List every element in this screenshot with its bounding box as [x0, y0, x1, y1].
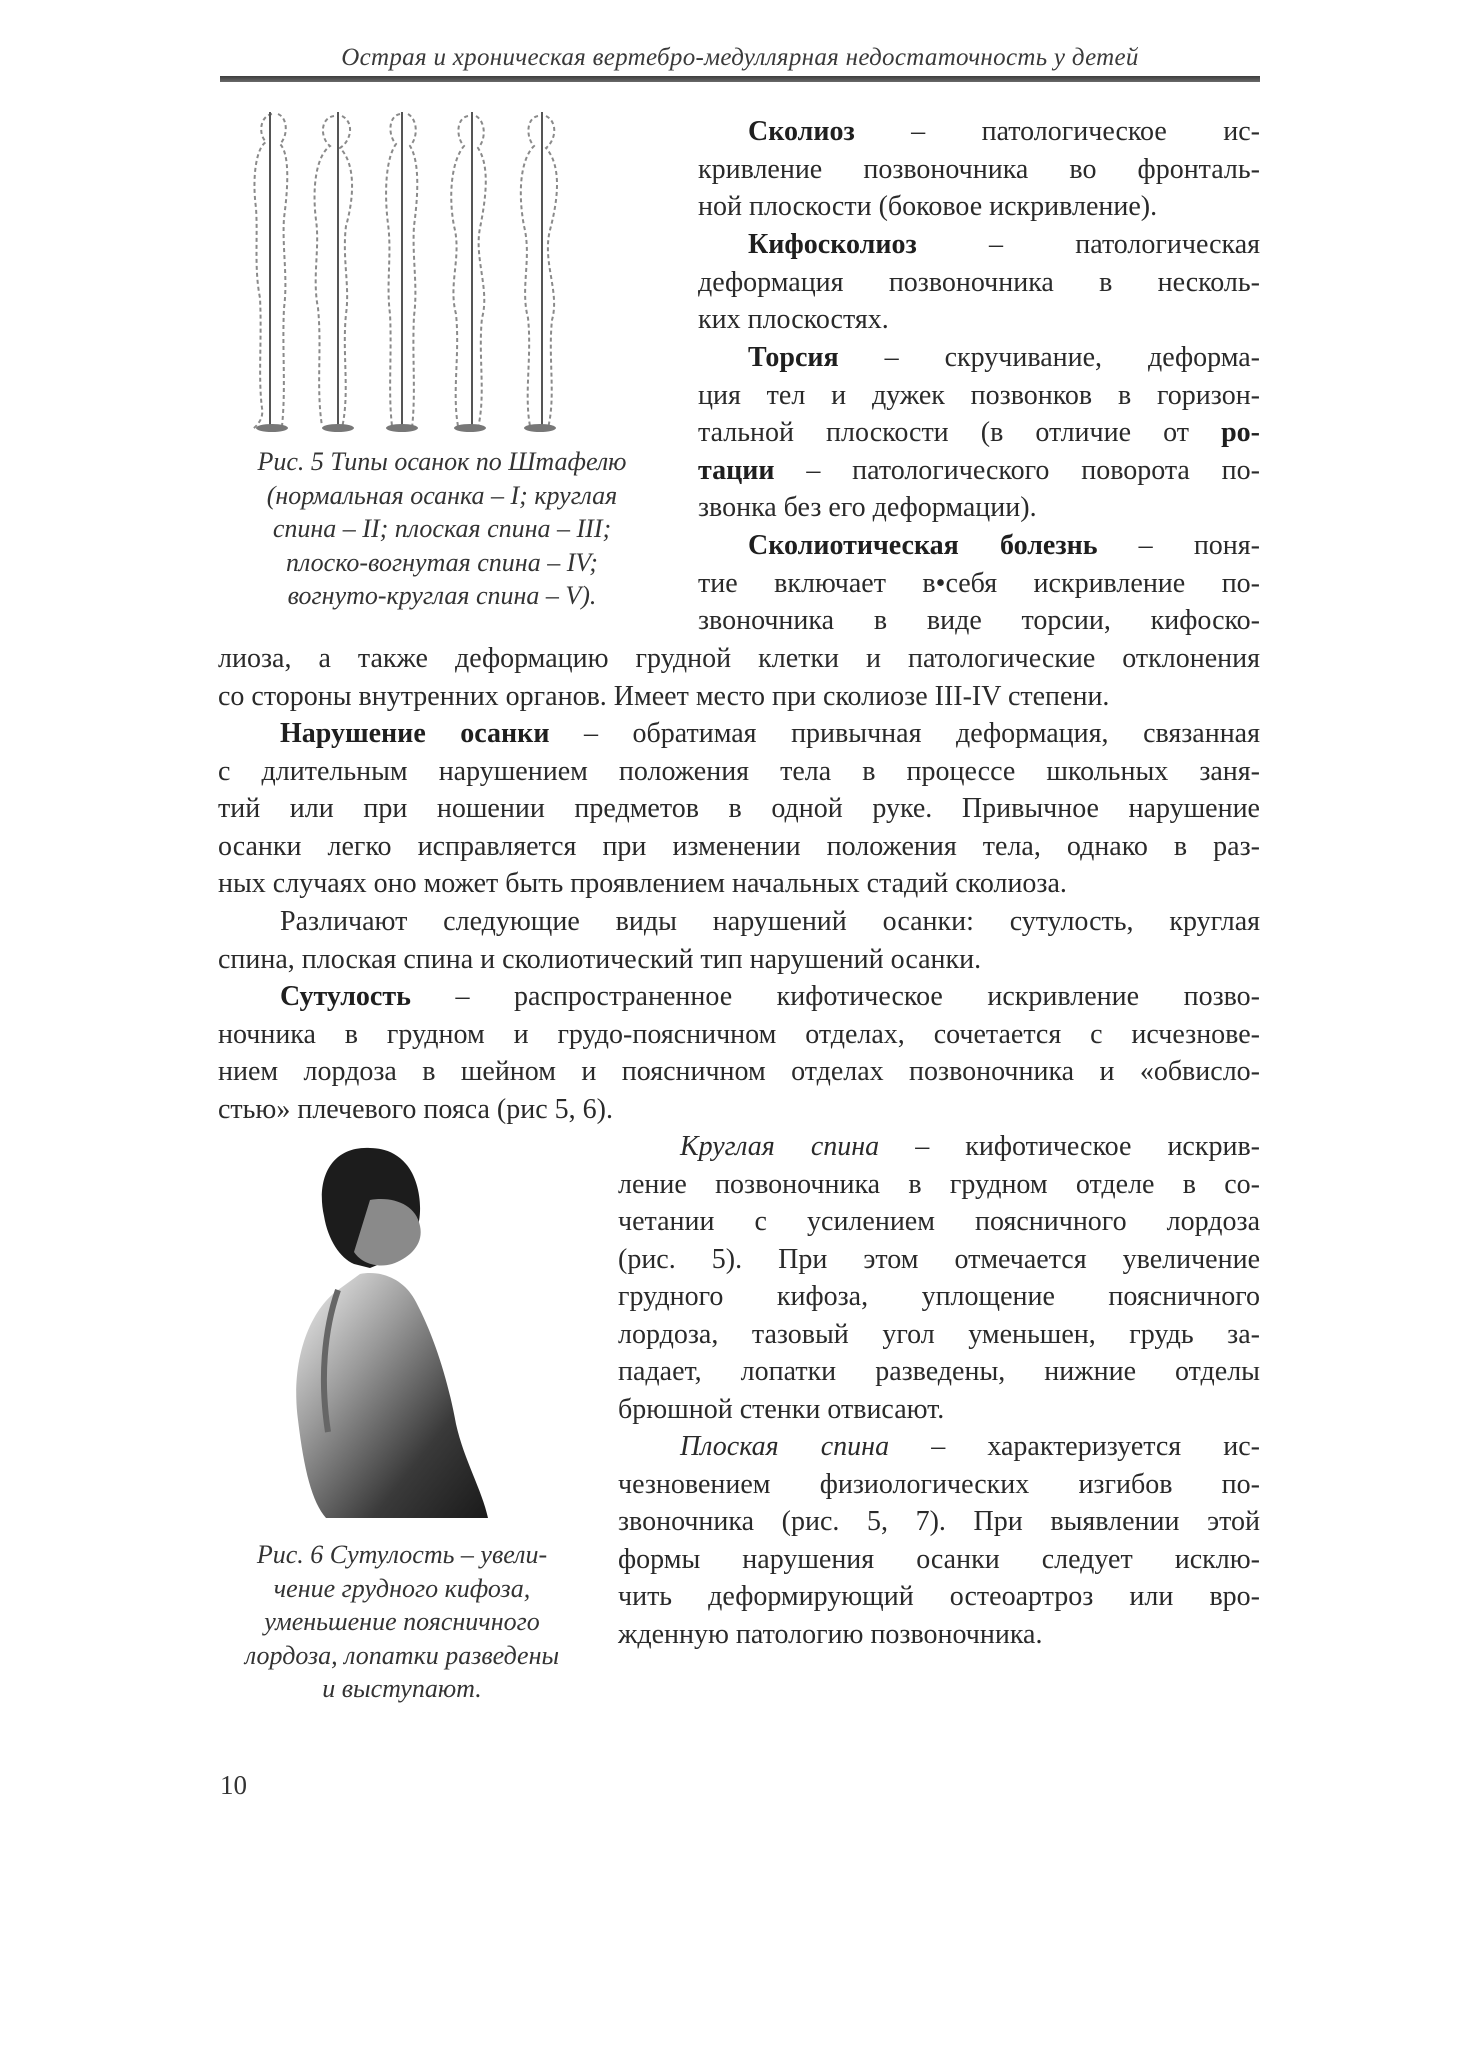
figure-5-caption-line: (нормальная осанка – I; круглая — [266, 480, 618, 510]
figure-6-caption-line: уменьшение поясничного — [264, 1607, 540, 1636]
term-scoliotic-disease: Сколиотическая болезнь — [748, 530, 1098, 561]
term-scoliosis: Сколиоз — [748, 116, 855, 147]
paragraph-posture-types — [218, 903, 1260, 978]
figure-6-caption-line: лордоза, лопатки разведены — [244, 1640, 560, 1670]
text-line: падает, лопатки разведены, нижние отделы — [618, 1356, 1260, 1387]
paragraph-flat-back — [618, 1428, 1260, 1653]
paragraph-posture-disorder — [218, 715, 1260, 903]
text-line — [698, 414, 1260, 452]
paragraph-stoop — [218, 978, 1260, 1128]
text-line: Различают следующие виды нарушений осанки: сутулость, круглая — [280, 906, 1260, 937]
text-fragment: тальной плоскости (в отличие от — [698, 417, 1222, 448]
paragraph-scoliotic-disease-part1 — [698, 527, 1260, 640]
text-line: с длительным нарушением положения тела в процессе школьных заня- — [218, 755, 1260, 787]
figure-5-caption-line: Рис. 5 Типы осанок по Штафелю — [257, 447, 627, 476]
term-posture-disorder: Нарушение осанки — [280, 718, 550, 749]
text-fragment: – патологическое ис- — [854, 116, 1260, 147]
text-line: чезновением физиологических изгибов по- — [618, 1468, 1260, 1500]
text-line: звоночника в виде торсии, кифоско- — [698, 605, 1260, 636]
text-line — [698, 226, 1260, 264]
text-fragment: – патологическая — [916, 229, 1260, 260]
paragraph-torsion — [698, 339, 1260, 527]
paragraph-scoliotic-disease-part2 — [218, 640, 1260, 715]
text-line — [698, 339, 1260, 377]
paragraph-round-back — [618, 1128, 1260, 1428]
paragraph-scoliosis — [698, 113, 1260, 226]
text-line: чить деформирующий остеоартроз или вро- — [618, 1581, 1260, 1612]
text-line — [698, 527, 1260, 565]
text-line: формы нарушения осанки следует исклю- — [618, 1543, 1260, 1575]
text-line — [698, 113, 1260, 151]
term-kyphoscoliosis: Кифосколиоз — [748, 229, 917, 260]
text-line: ких плоскостях. — [698, 304, 889, 335]
text-line: лиоза, а также деформацию грудной клетки и патологические отклонения — [218, 643, 1260, 674]
page-number: 10 — [220, 1770, 247, 1800]
text-line — [698, 452, 1260, 490]
term-round-back: Круглая спина — [680, 1131, 880, 1162]
text-line: стью» плечевого пояса (рис 5, 6). — [218, 1093, 613, 1125]
text-line: звонка без его деформации). — [698, 492, 1037, 523]
figure-6-caption-line: Рис. 6 Сутулость – увели- — [256, 1540, 548, 1569]
text-line: ночника в грудном и грудо-поясничном отделах, сочетается с исчезнове- — [218, 1018, 1260, 1050]
text-fragment: – скручивание, деформа- — [838, 342, 1260, 373]
figure-6-caption-line: чение грудного кифоза, — [273, 1573, 531, 1603]
text-line: тие включает в•себя искривление по- — [698, 567, 1260, 599]
text-line: звоночника (рис. 5, 7). При выявлении этой — [618, 1506, 1260, 1537]
text-line — [218, 978, 1260, 1016]
text-line: брюшной стенки отвисают. — [618, 1393, 945, 1425]
text-fragment: – обратимая привычная деформация, связанная — [549, 718, 1260, 749]
text-line: кривление позвоночника во фронталь- — [698, 153, 1260, 185]
text-fragment: – поня- — [1097, 530, 1260, 561]
text-line — [618, 1128, 1260, 1166]
text-line: осанки легко исправляется при изменении положения тела, однако в раз- — [218, 830, 1260, 862]
figure-5-caption-line: плоско-вогнутая спина – IV; — [286, 547, 598, 577]
text-line: нием лордоза в шейном и поясничном отделах позвоночника и «обвисло- — [218, 1056, 1260, 1087]
text-line: (рис. 5). При этом отмечается увеличение — [618, 1243, 1260, 1275]
term-rotation-start: ро- — [1221, 417, 1260, 448]
text-fragment: – патологического поворота по- — [774, 454, 1260, 486]
text-line: ной плоскости (боковое искривление). — [698, 191, 1158, 222]
text-line: ных случаях оно может быть проявлением начальных стадий сколиоза. — [218, 868, 1067, 899]
term-stoop: Сутулость — [280, 981, 411, 1012]
term-torsion: Торсия — [748, 342, 839, 373]
text-fragment: – распространенное кифотическое искривление позво- — [410, 981, 1260, 1012]
text-line: жденную патологию позвоночника. — [618, 1618, 1043, 1650]
text-line — [618, 1428, 1260, 1466]
term-flat-back: Плоская спина — [680, 1431, 890, 1462]
text-line: со стороны внутренних органов. Имеет место при сколиозе III-IV степени. — [218, 680, 1110, 712]
text-line — [218, 715, 1260, 753]
text-line: ление позвоночника в грудном отделе в со- — [618, 1168, 1260, 1200]
figure-5-caption-line: вогнуто-круглая спина – V). — [287, 581, 597, 610]
text-fragment: – кифотическое искрив- — [879, 1131, 1260, 1162]
text-line: ция тел и дужек позвонков в горизон- — [698, 379, 1260, 411]
text-line: тий или при ношении предметов в одной руке. Привычное нарушение — [218, 793, 1260, 824]
figure-5-caption-line: спина – II; плоская спина – III; — [272, 514, 612, 543]
text-fragment: – характеризуется ис- — [889, 1431, 1260, 1462]
text-line: грудного кифоза, уплощение поясничного — [618, 1281, 1260, 1312]
main-text — [218, 0, 1260, 2050]
text-line: четании с усилением поясничного лордоза — [618, 1206, 1260, 1237]
text-line: деформация позвоночника в несколь- — [698, 266, 1260, 298]
text-line: лордоза, тазовый угол уменьшен, грудь за- — [618, 1318, 1260, 1350]
term-rotation-end: тации — [698, 454, 775, 486]
paragraph-kyphoscoliosis — [698, 226, 1260, 339]
figure-6-caption-line: и выступают. — [322, 1674, 482, 1703]
running-header: Острая и хроническая вертебро-медуллярная недостаточность у детей — [341, 44, 1139, 71]
text-line: спина, плоская спина и сколиотический тип нарушений осанки. — [218, 943, 982, 975]
